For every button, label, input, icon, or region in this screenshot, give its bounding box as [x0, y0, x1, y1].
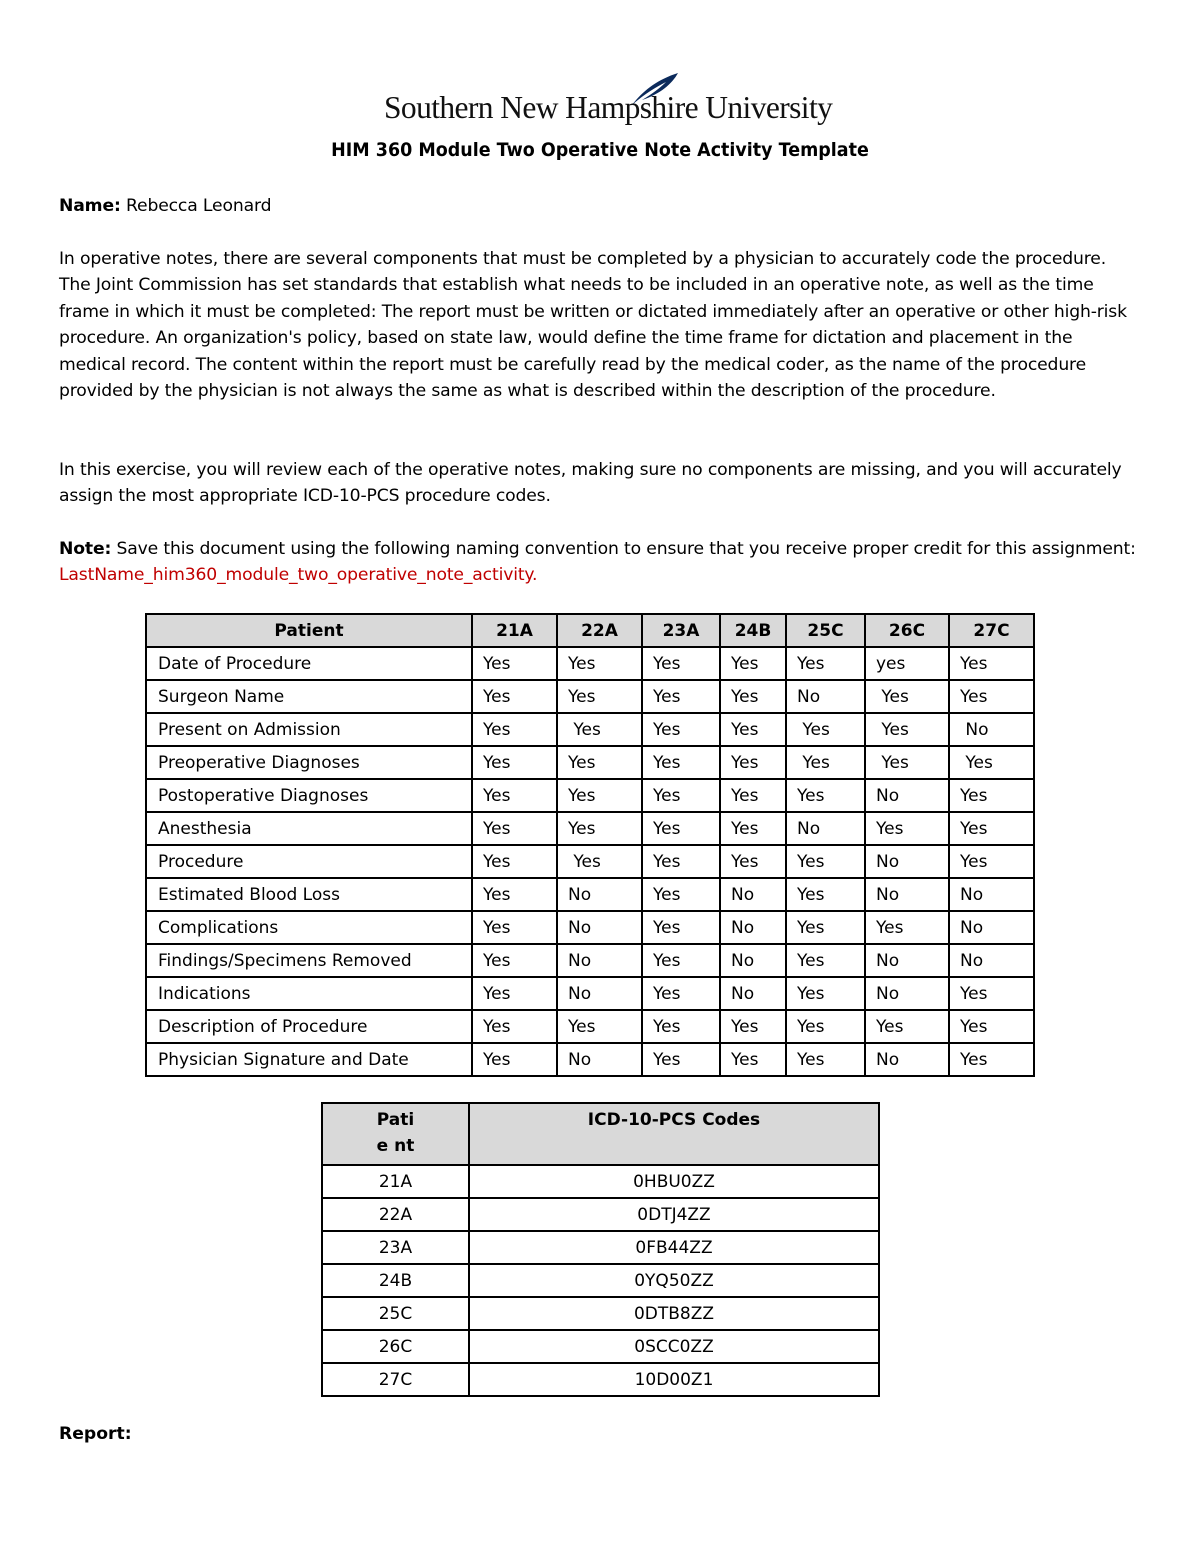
component-status-cell: Yes — [949, 845, 1034, 878]
table-row — [146, 977, 1034, 1010]
component-status-cell: Yes — [472, 977, 557, 1010]
component-status-cell: No — [557, 911, 642, 944]
component-status-cell: No — [865, 779, 949, 812]
procedure-code-cell: 10D00Z1 — [469, 1363, 879, 1396]
component-status-cell: Yes — [720, 647, 786, 680]
component-name-cell: Procedure — [146, 845, 472, 878]
component-status-cell: Yes — [865, 680, 949, 713]
table-row — [146, 878, 1034, 911]
component-status-cell: No — [786, 812, 865, 845]
component-status-cell: Yes — [557, 647, 642, 680]
component-status-cell: Yes — [949, 680, 1034, 713]
component-status-cell: Yes — [472, 1043, 557, 1076]
codes-body — [322, 1165, 879, 1396]
component-status-cell: Yes — [472, 680, 557, 713]
component-status-cell: Yes — [949, 779, 1034, 812]
table-row — [146, 713, 1034, 746]
component-status-cell: Yes — [786, 1010, 865, 1043]
component-status-cell: Yes — [472, 746, 557, 779]
component-status-cell: Yes — [720, 1043, 786, 1076]
component-name-cell: Estimated Blood Loss — [146, 878, 472, 911]
header-patient-22a: 22A — [557, 614, 642, 647]
component-name-cell: Date of Procedure — [146, 647, 472, 680]
component-status-cell: Yes — [557, 680, 642, 713]
component-status-cell: Yes — [642, 746, 720, 779]
component-status-cell: Yes — [472, 1010, 557, 1043]
component-status-cell: No — [865, 977, 949, 1010]
component-name-cell: Present on Admission — [146, 713, 472, 746]
component-status-cell: Yes — [949, 1043, 1034, 1076]
exercise-paragraph: In this exercise, you will review each of the operative notes, making sure no components are missing, and you will accurately assign the most appropriate ICD-10-PCS procedure codes. — [59, 460, 1122, 507]
component-status-cell: Yes — [642, 647, 720, 680]
patient-id-cell: 27C — [322, 1363, 469, 1396]
header-patient-24b: 24B — [720, 614, 786, 647]
component-status-cell: Yes — [786, 713, 865, 746]
component-status-cell: No — [557, 878, 642, 911]
patient-id-cell: 22A — [322, 1198, 469, 1231]
student-name: Rebecca Leonard — [120, 196, 272, 216]
component-status-cell: Yes — [472, 713, 557, 746]
component-status-cell: No — [786, 680, 865, 713]
procedure-code-cell: 0YQ50ZZ — [469, 1264, 879, 1297]
component-status-cell: No — [949, 944, 1034, 977]
component-status-cell: Yes — [557, 779, 642, 812]
header-patient-21a: 21A — [472, 614, 557, 647]
patient-id-cell: 25C — [322, 1297, 469, 1330]
procedure-code-cell: 0DTB8ZZ — [469, 1297, 879, 1330]
component-status-cell: Yes — [865, 1010, 949, 1043]
header-patient-26c: 26C — [865, 614, 949, 647]
table-row — [322, 1363, 879, 1396]
table-row — [146, 812, 1034, 845]
component-status-cell: Yes — [949, 977, 1034, 1010]
table-row — [322, 1330, 879, 1363]
component-status-cell: Yes — [786, 1043, 865, 1076]
component-status-cell: Yes — [720, 812, 786, 845]
component-status-cell: No — [720, 911, 786, 944]
component-name-cell: Indications — [146, 977, 472, 1010]
component-name-cell: Anesthesia — [146, 812, 472, 845]
note-label: Note: — [59, 539, 112, 559]
component-status-cell: Yes — [472, 944, 557, 977]
student-name-line — [59, 193, 1141, 219]
procedure-code-cell: 0SCC0ZZ — [469, 1330, 879, 1363]
intro-paragraph: In operative notes, there are several components that must be completed by a physician to accurately code the procedure. The Joint Commission has set standards that establish what needs to be included in an operative note, as well as the time frame in which it must be completed: The report must be written or dictated immediately after an operative or other high-risk procedure. An organization's policy, based on state law, would define the time frame for dictation and placement in the medical record. The content within the report must be carefully read by the medical coder, as the name of the procedure provided by the physician is not always the same as what is described within the description of the procedure. — [59, 249, 1127, 402]
component-status-cell: Yes — [642, 911, 720, 944]
component-status-cell: Yes — [642, 1010, 720, 1043]
component-status-cell: No — [949, 878, 1034, 911]
procedure-code-cell: 0FB44ZZ — [469, 1231, 879, 1264]
component-status-cell: Yes — [865, 911, 949, 944]
table-row — [322, 1297, 879, 1330]
component-status-cell: Yes — [949, 746, 1034, 779]
component-status-cell: Yes — [557, 845, 642, 878]
component-status-cell: Yes — [865, 812, 949, 845]
component-status-cell: Yes — [786, 944, 865, 977]
component-status-cell: Yes — [720, 680, 786, 713]
component-status-cell: Yes — [557, 812, 642, 845]
component-status-cell: Yes — [865, 746, 949, 779]
components-body — [146, 647, 1034, 1076]
component-status-cell: Yes — [949, 1010, 1034, 1043]
component-status-cell: Yes — [642, 713, 720, 746]
patient-id-cell: 24B — [322, 1264, 469, 1297]
component-name-cell: Surgeon Name — [146, 680, 472, 713]
component-status-cell: Yes — [720, 779, 786, 812]
component-status-cell: Yes — [557, 713, 642, 746]
component-status-cell: No — [557, 977, 642, 1010]
component-status-cell: Yes — [642, 812, 720, 845]
component-status-cell: Yes — [472, 878, 557, 911]
header-codes: ICD-10-PCS Codes — [469, 1103, 879, 1165]
component-status-cell: yes — [865, 647, 949, 680]
component-status-cell: No — [720, 977, 786, 1010]
logo-wordmark: Southern New Hampshire University — [384, 90, 833, 125]
component-status-cell: Yes — [786, 878, 865, 911]
table-row — [146, 845, 1034, 878]
document-title: HIM 360 Module Two Operative Note Activity Template — [331, 139, 869, 161]
header-patient-25c: 25C — [786, 614, 865, 647]
component-status-cell: Yes — [642, 680, 720, 713]
component-status-cell: Yes — [786, 647, 865, 680]
feather-icon — [630, 72, 680, 106]
component-status-cell: No — [865, 878, 949, 911]
component-name-cell: Preoperative Diagnoses — [146, 746, 472, 779]
component-status-cell: No — [865, 845, 949, 878]
table-row — [146, 680, 1034, 713]
component-status-cell: Yes — [642, 944, 720, 977]
patient-id-cell: 21A — [322, 1165, 469, 1198]
component-name-cell: Postoperative Diagnoses — [146, 779, 472, 812]
table-row — [146, 1010, 1034, 1043]
component-status-cell: Yes — [642, 977, 720, 1010]
table-row — [146, 779, 1034, 812]
component-status-cell: No — [720, 944, 786, 977]
component-status-cell: Yes — [557, 746, 642, 779]
name-label: Name: — [59, 196, 121, 216]
component-status-cell: Yes — [557, 1010, 642, 1043]
table-row — [146, 1043, 1034, 1076]
component-status-cell: Yes — [642, 1043, 720, 1076]
procedure-code-cell: 0HBU0ZZ — [469, 1165, 879, 1198]
filename-convention: LastName_him360_module_two_operative_note_activity. — [59, 565, 538, 586]
component-status-cell: No — [949, 713, 1034, 746]
component-status-cell: Yes — [720, 713, 786, 746]
header-patient: Patient — [146, 614, 472, 647]
component-name-cell: Physician Signature and Date — [146, 1043, 472, 1076]
table-row — [322, 1231, 879, 1264]
component-status-cell: Yes — [720, 1010, 786, 1043]
component-status-cell: Yes — [472, 845, 557, 878]
component-name-cell: Findings/Specimens Removed — [146, 944, 472, 977]
procedure-code-cell: 0DTJ4ZZ — [469, 1198, 879, 1231]
component-status-cell: Yes — [642, 878, 720, 911]
table-row — [322, 1264, 879, 1297]
component-status-cell: No — [949, 911, 1034, 944]
table-row — [146, 647, 1034, 680]
component-status-cell: No — [865, 1043, 949, 1076]
report-label: Report: — [59, 1424, 132, 1444]
component-name-cell: Complications — [146, 911, 472, 944]
table-row — [146, 746, 1034, 779]
component-status-cell: Yes — [472, 779, 557, 812]
component-status-cell: Yes — [642, 845, 720, 878]
component-status-cell: Yes — [472, 812, 557, 845]
component-status-cell: No — [720, 878, 786, 911]
codes-table — [321, 1102, 880, 1397]
codes-header-row — [322, 1103, 879, 1165]
table-row — [146, 911, 1034, 944]
component-status-cell: Yes — [865, 713, 949, 746]
header-patient-23a: 23A — [642, 614, 720, 647]
component-status-cell: Yes — [642, 779, 720, 812]
university-logo — [384, 72, 833, 134]
header-patient: Patie nt — [322, 1103, 469, 1165]
component-status-cell: Yes — [949, 647, 1034, 680]
patient-id-cell: 26C — [322, 1330, 469, 1363]
component-status-cell: Yes — [786, 746, 865, 779]
component-status-cell: Yes — [720, 845, 786, 878]
components-header-row — [146, 614, 1034, 647]
component-status-cell: Yes — [786, 977, 865, 1010]
component-status-cell: Yes — [786, 779, 865, 812]
component-status-cell: Yes — [472, 647, 557, 680]
component-status-cell: Yes — [949, 812, 1034, 845]
note-paragraph — [59, 536, 1141, 589]
component-status-cell: Yes — [720, 746, 786, 779]
note-text: Save this document using the following naming convention to ensure that you receive proper credit for this assignment: — [111, 539, 1136, 559]
component-status-cell: No — [557, 1043, 642, 1076]
table-row — [322, 1165, 879, 1198]
component-status-cell: No — [865, 944, 949, 977]
component-status-cell: Yes — [472, 911, 557, 944]
component-status-cell: Yes — [786, 845, 865, 878]
patient-id-cell: 23A — [322, 1231, 469, 1264]
component-status-cell: Yes — [786, 911, 865, 944]
component-name-cell: Description of Procedure — [146, 1010, 472, 1043]
header-patient-27c: 27C — [949, 614, 1034, 647]
components-table — [145, 613, 1035, 1077]
component-status-cell: No — [557, 944, 642, 977]
table-row — [322, 1198, 879, 1231]
table-row — [146, 944, 1034, 977]
